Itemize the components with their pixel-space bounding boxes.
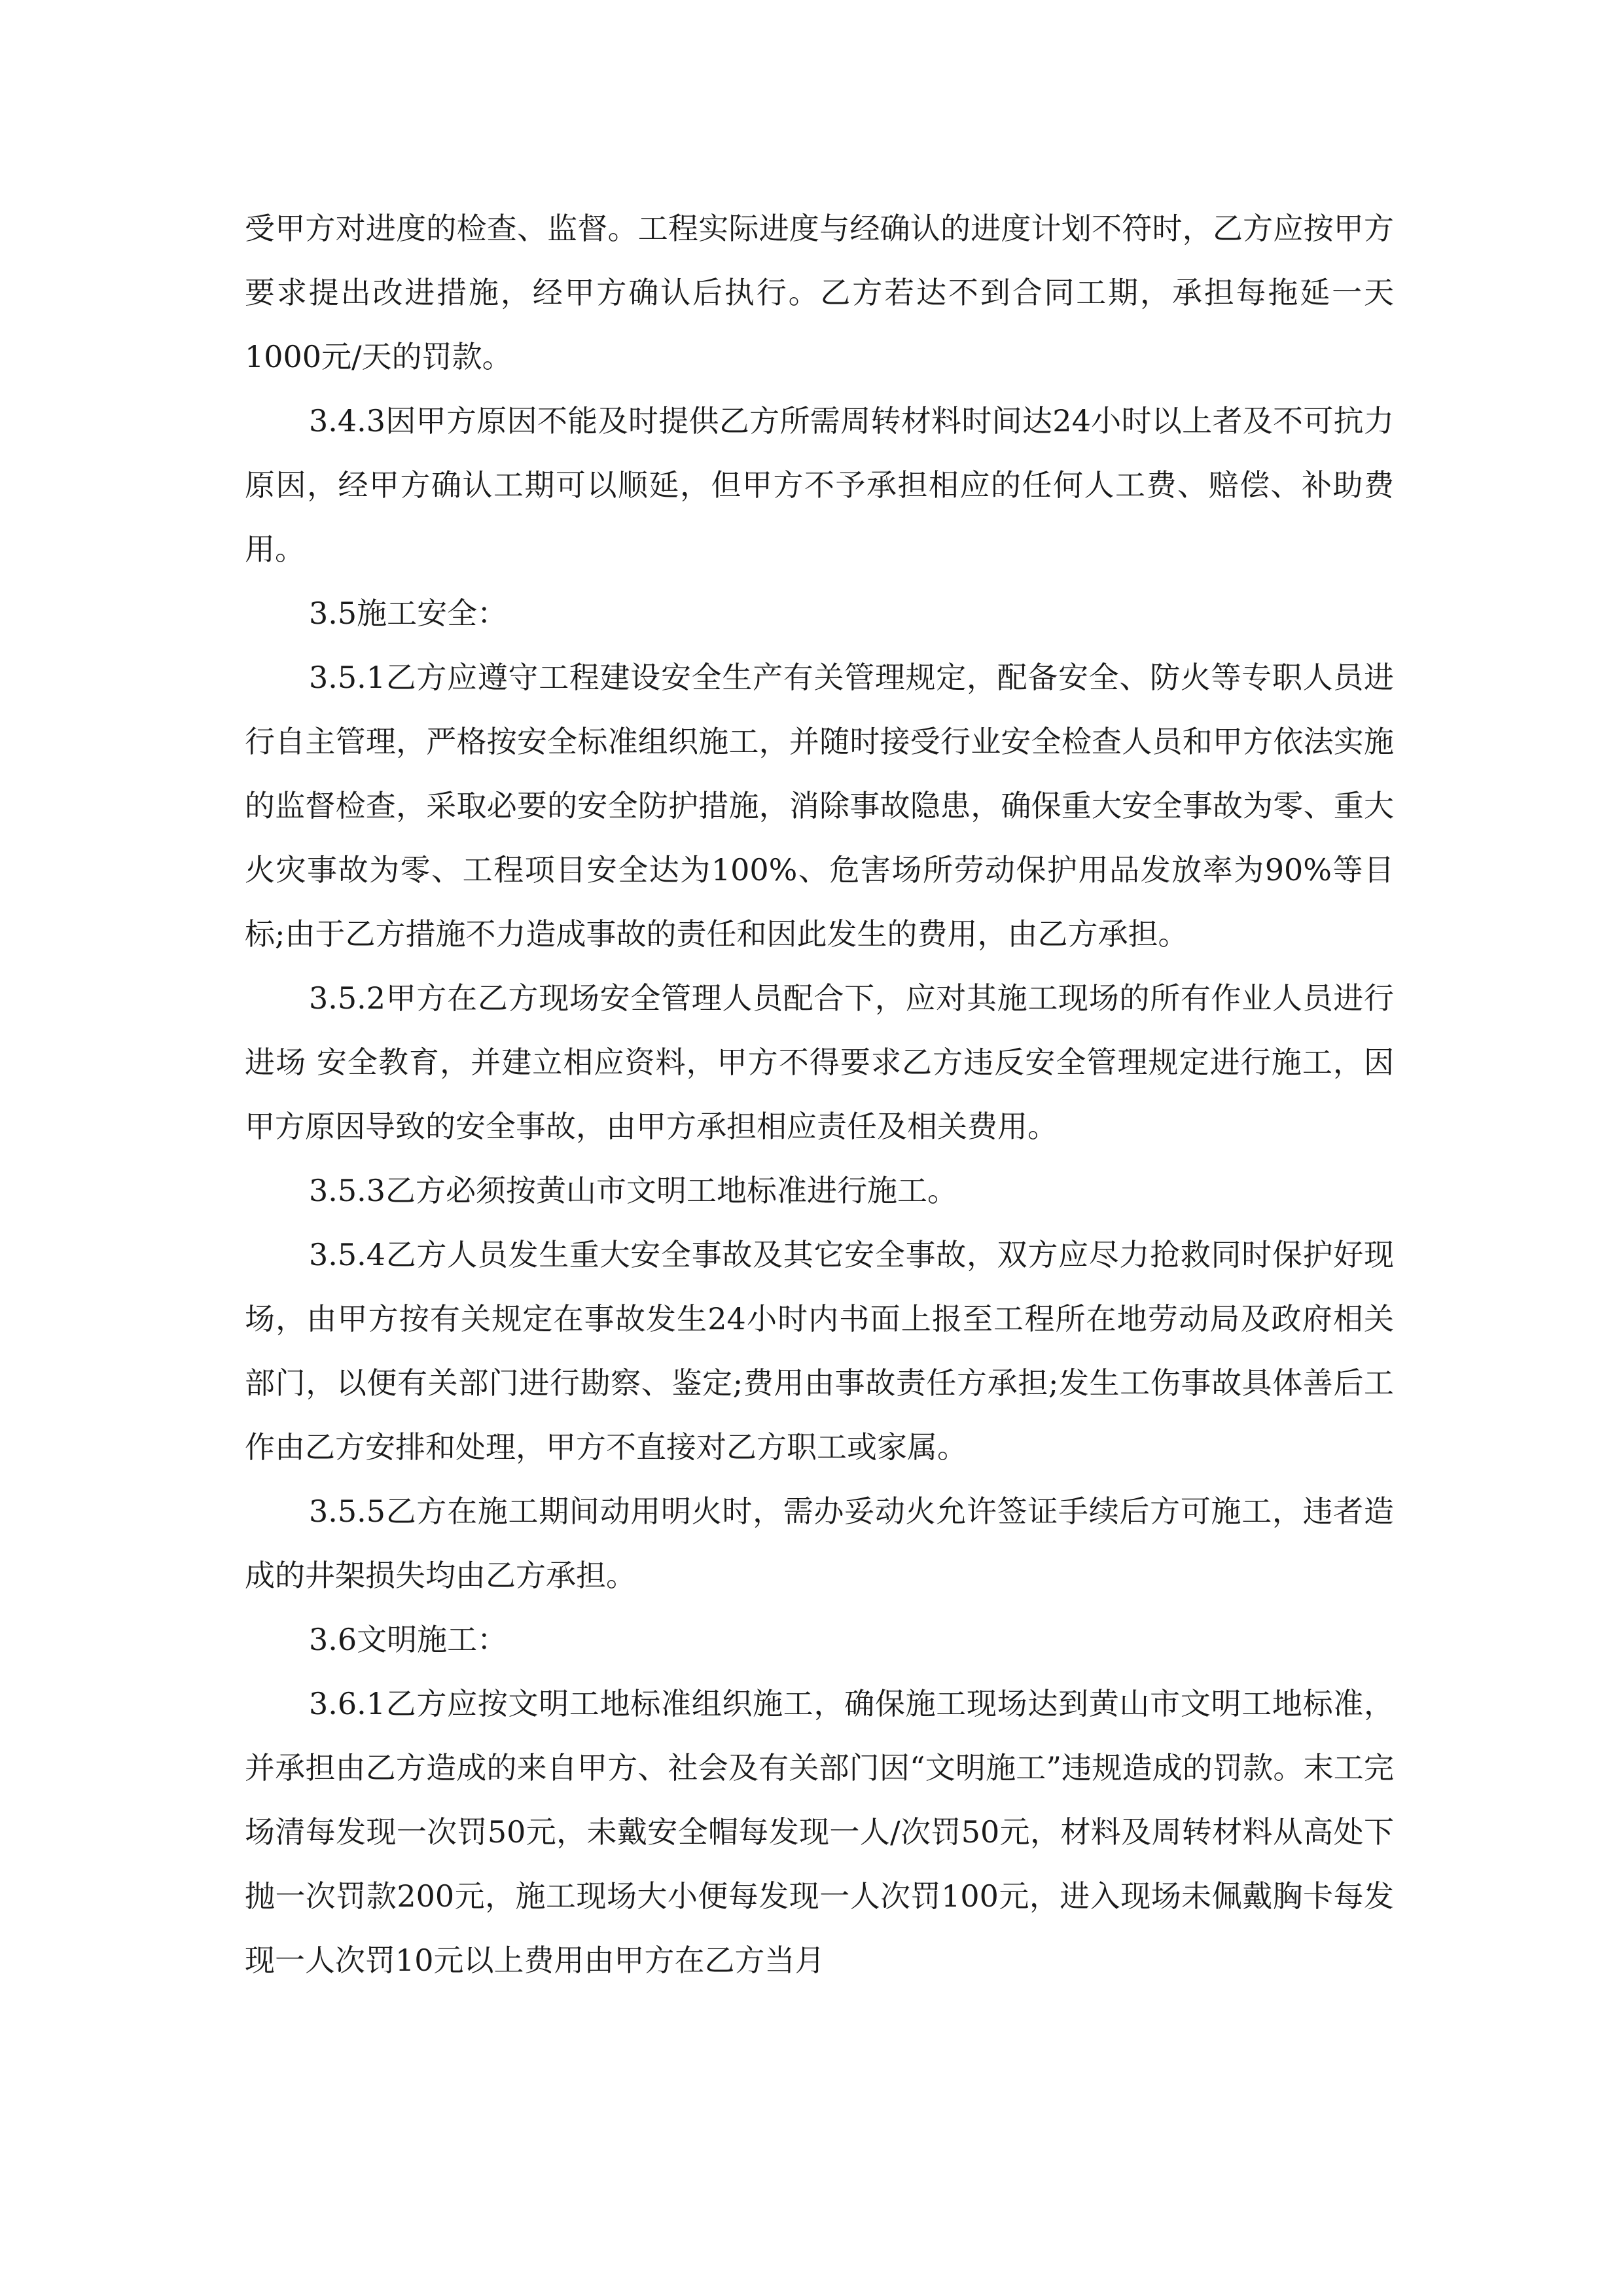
clause-3-5-3: 3.5.3乙方必须按黄山市文明工地标准进行施工。 [309, 1173, 958, 1208]
document-body [245, 196, 1394, 1992]
clause-3-5-4: 3.5.4乙方人员发生重大安全事故及其它安全事故，双方应尽力抢救同时保护好现场，由甲方按有关规定在事故发生24小时内书面上报至工程所在地劳动局及政府相关部门，以便有关部门进行勘察、鉴定;费用由事故责任方承担;发生工伤事故具体善后工作由乙方安排和处理，甲方不直接对乙方职工或家属。 [245, 1237, 1394, 1465]
section-heading-3-5: 3.5施工安全： [309, 596, 508, 631]
clause-3-4-3: 3.4.3因甲方原因不能及时提供乙方所需周转材料时间达24小时以上者及不可抗力原因，经甲方确认工期可以顺延，但甲方不予承担相应的任何人工费、赔偿、补助费用。 [245, 403, 1394, 567]
paragraph-continuation: 受甲方对进度的检查、监督。工程实际进度与经确认的进度计划不符时，乙方应按甲方要求提出改进措施，经甲方确认后执行。乙方若达不到合同工期，承担每拖延一天1000元/天的罚款。 [245, 211, 1394, 374]
clause-3-5-5: 3.5.5乙方在施工期间动用明火时，需办妥动火允许签证手续后方可施工，违者造成的井架损失均由乙方承担。 [245, 1494, 1394, 1593]
clause-3-6-1: 3.6.1乙方应按文明工地标准组织施工，确保施工现场达到黄山市文明工地标准，并承担由乙方造成的来自甲方、社会及有关部门因“文明施工”违规造成的罚款。末工完场清每发现一次罚50元，未戴安全帽每发现一人/次罚50元，材料及周转材料从高处下抛一次罚款200元，施工现场大小便每发现一人次罚100元，进入现场未佩戴胸卡每发现一人次罚10元以上费用由甲方在乙方当月 [245, 1686, 1394, 1978]
clause-3-5-2: 3.5.2甲方在乙方现场安全管理人员配合下，应对其施工现场的所有作业人员进行进场 安全教育，并建立相应资料，甲方不得要求乙方违反安全管理规定进行施工，因甲方原因导致的安全事故，由甲方承担相应责任及相关费用。 [245, 980, 1394, 1144]
clause-3-5-1: 3.5.1乙方应遵守工程建设安全生产有关管理规定，配备安全、防火等专职人员进行自主管理，严格按安全标准组织施工，并随时接受行业安全检查人员和甲方依法实施的监督检查，采取必要的安全防护措施，消除事故隐患，确保重大安全事故为零、重大火灾事故为零、工程项目安全达为100%、危害场所劳动保护用品发放率为90%等目标;由于乙方措施不力造成事故的责任和因此发生的费用，由乙方承担。 [245, 660, 1394, 952]
section-heading-3-6: 3.6文明施工： [309, 1622, 508, 1657]
